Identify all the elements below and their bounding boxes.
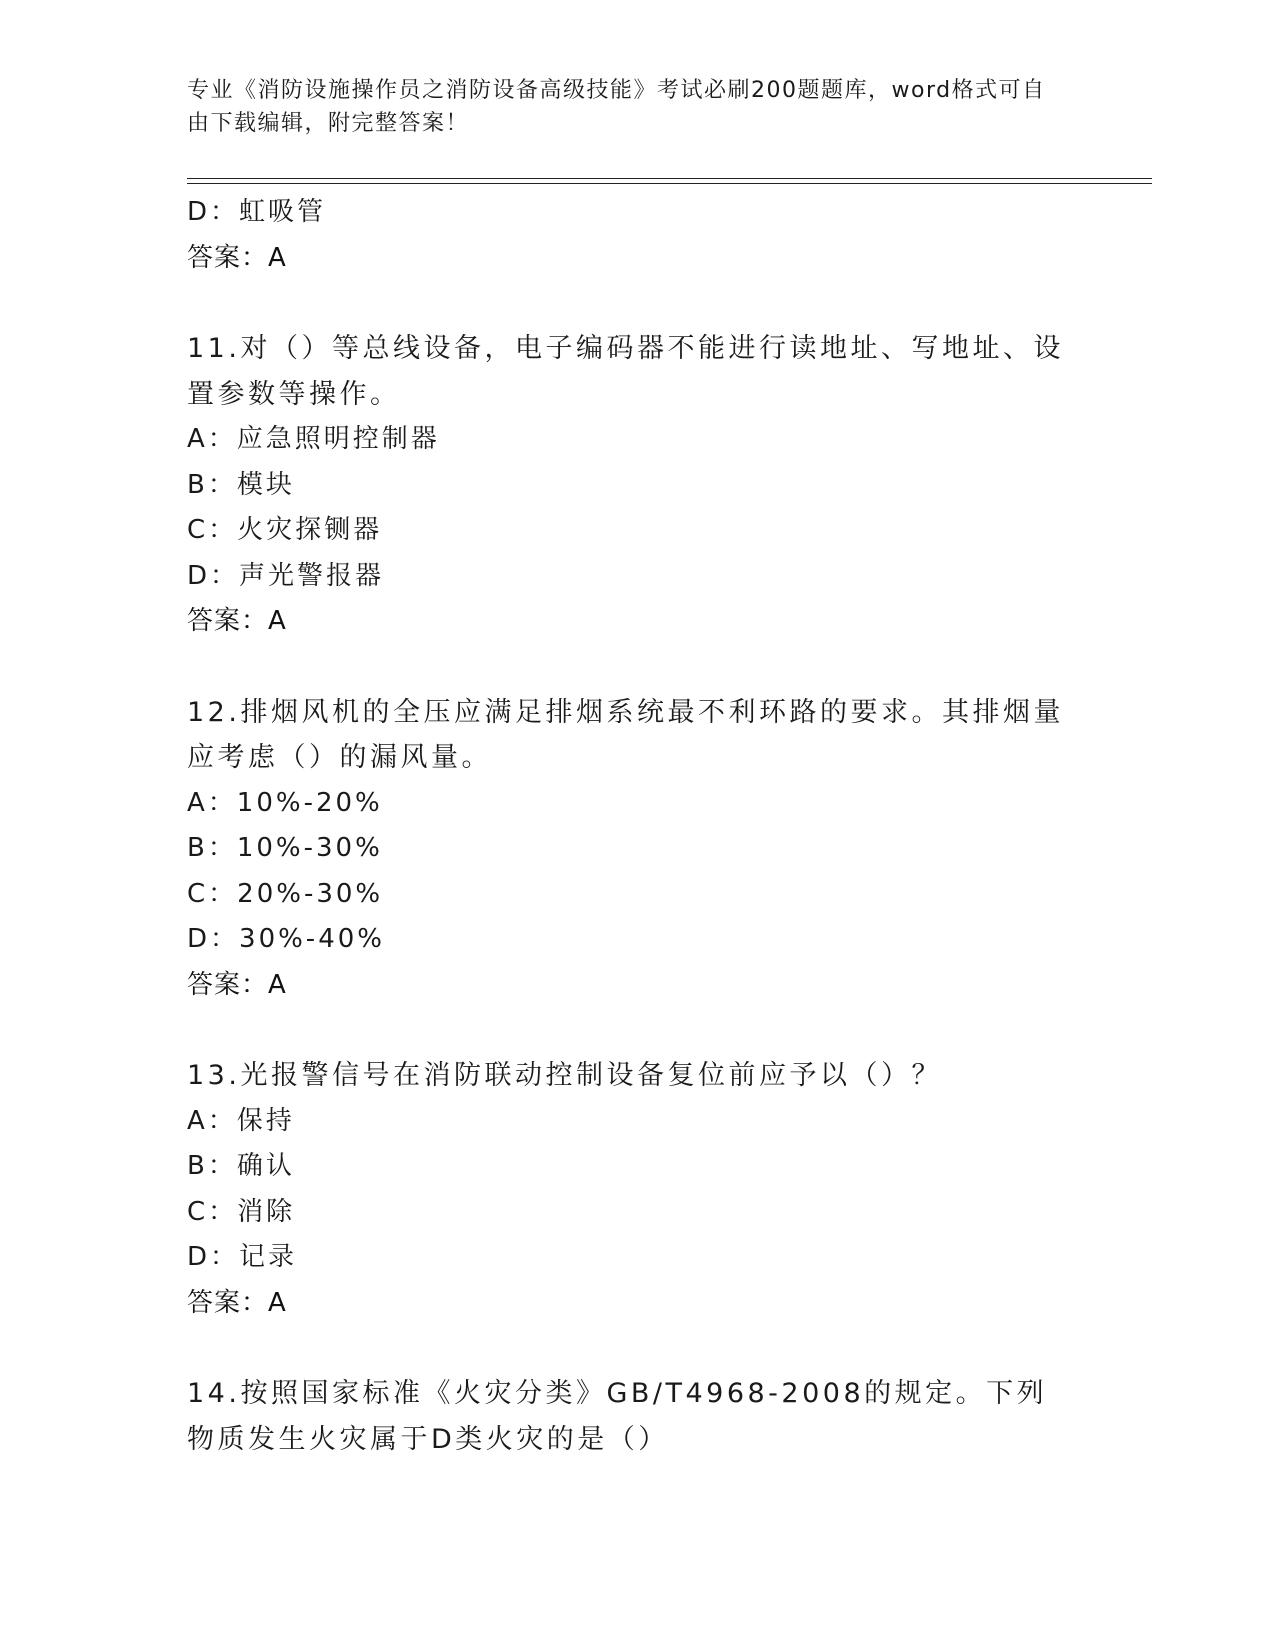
question-12-option-d: D：30%-40% <box>187 924 385 954</box>
question-13-option-d: D：记录 <box>187 1242 298 1272</box>
document-header: 专业《消防设施操作员之消防设备高级技能》考试必刷200题题库，word格式可自由下载编辑，附完整答案！ <box>187 78 1046 136</box>
header-rule-bottom <box>187 183 1152 184</box>
question-13-answer: 答案：A <box>187 1287 287 1318</box>
question-11-stem: 11.对（）等总线设备，电子编码器不能进行读地址、写地址、设置参数等操作。 <box>187 333 1064 410</box>
question-13-stem: 13.光报警信号在消防联动控制设备复位前应予以（）？ <box>187 1060 942 1091</box>
carryover-option-d: D：虹吸管 <box>187 197 327 227</box>
question-14-stem: 14.按照国家标准《火灾分类》GB/T4968-2008的规定。下列物质发生火灾属于D类火灾的是（） <box>187 1378 1048 1455</box>
spacer <box>187 1326 1087 1371</box>
question-13-option-b: B：确认 <box>187 1151 295 1181</box>
spacer <box>187 281 1087 326</box>
spacer <box>187 1008 1087 1053</box>
question-13-option-c: C：消除 <box>187 1196 296 1227</box>
question-12-option-b: B：10%-30% <box>187 833 383 863</box>
question-12-option-c: C：20%-30% <box>187 878 384 909</box>
carryover-answer: 答案：A <box>187 242 287 273</box>
question-11-option-d: D：声光警报器 <box>187 560 385 591</box>
question-11-option-b: B：模块 <box>187 469 295 500</box>
question-12-option-a: A：10%-20% <box>187 787 383 818</box>
spacer <box>187 645 1087 690</box>
document-content <box>187 190 1087 1462</box>
question-12-answer: 答案：A <box>187 969 287 1000</box>
question-12-stem: 12.排烟风机的全压应满足排烟系统最不利环路的要求。其排烟量应考虑（）的漏风量。 <box>187 696 1064 773</box>
question-13-option-a: A：保持 <box>187 1105 295 1136</box>
question-11-option-c: C：火灾探铡器 <box>187 515 383 545</box>
question-11-answer: 答案：A <box>187 606 287 636</box>
question-11-option-a: A：应急照明控制器 <box>187 424 440 454</box>
header-rule-top <box>187 178 1152 179</box>
